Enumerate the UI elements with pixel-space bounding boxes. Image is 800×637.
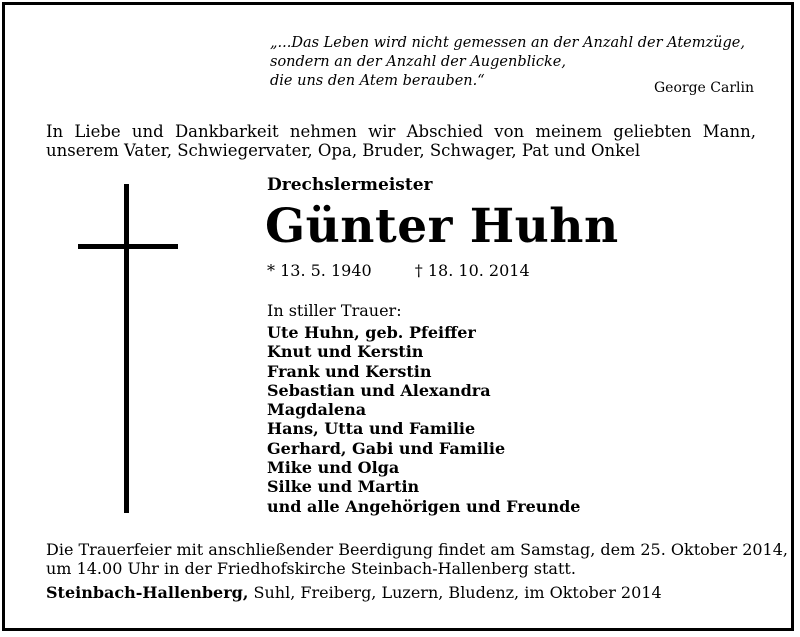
cross-icon (124, 184, 129, 513)
quote-line: „...Das Leben wird nicht gemessen an der Anzahl der Atemzüge, (270, 35, 745, 51)
mourner: Silke und Martin (267, 477, 420, 497)
mourner: und alle Angehörigen und Freunde (267, 496, 581, 516)
mourner: Frank und Kerstin (267, 361, 432, 381)
home-town: Steinbach-Hallenberg, (46, 583, 249, 602)
intro-text (46, 122, 756, 160)
birth-date: * 13. 5. 1940 (267, 261, 372, 280)
quote-line: sondern an der Anzahl der Augenblicke, (270, 54, 566, 70)
mourning-label: In stiller Trauer: (267, 301, 402, 320)
other-places: Suhl, Freiberg, Luzern, Bludenz, im Oktober 2014 (248, 583, 662, 602)
intro-line: unserem Vater, Schwiegervater, Opa, Bruder, Schwager, Pat und Onkel (46, 141, 641, 160)
funeral-line: um 14.00 Uhr in der Friedhofskirche Steinbach-Hallenberg statt. (46, 559, 576, 578)
mourner: Ute Huhn, geb. Pfeiffer (267, 323, 476, 342)
quote-author: George Carlin (653, 80, 754, 96)
mourner: Gerhard, Gabi und Familie (267, 438, 506, 458)
mourner: Hans, Utta und Familie (267, 419, 476, 439)
mourner: Sebastian und Alexandra (267, 380, 491, 400)
deceased-name: Günter Huhn (265, 199, 619, 254)
quote-line: die uns den Atem berauben.“ (270, 73, 485, 89)
mourner: Magdalena (267, 400, 367, 420)
life-dates (267, 261, 530, 280)
intro-line: In Liebe und Dankbarkeit nehmen wir Abschied von meinem geliebten Mann, (46, 122, 756, 141)
mourner: Knut und Kerstin (267, 342, 424, 362)
places-line (46, 583, 662, 602)
mourners-list (267, 323, 580, 516)
mourner: Mike und Olga (267, 458, 400, 478)
death-date: † 18. 10. 2014 (414, 261, 530, 280)
profession: Drechslermeister (267, 175, 433, 195)
cross-icon-bar (78, 244, 178, 249)
funeral-line: Die Trauerfeier mit anschließender Beerdigung findet am Samstag, dem 25. Oktober 2014, (46, 540, 788, 559)
funeral-info (46, 540, 788, 578)
